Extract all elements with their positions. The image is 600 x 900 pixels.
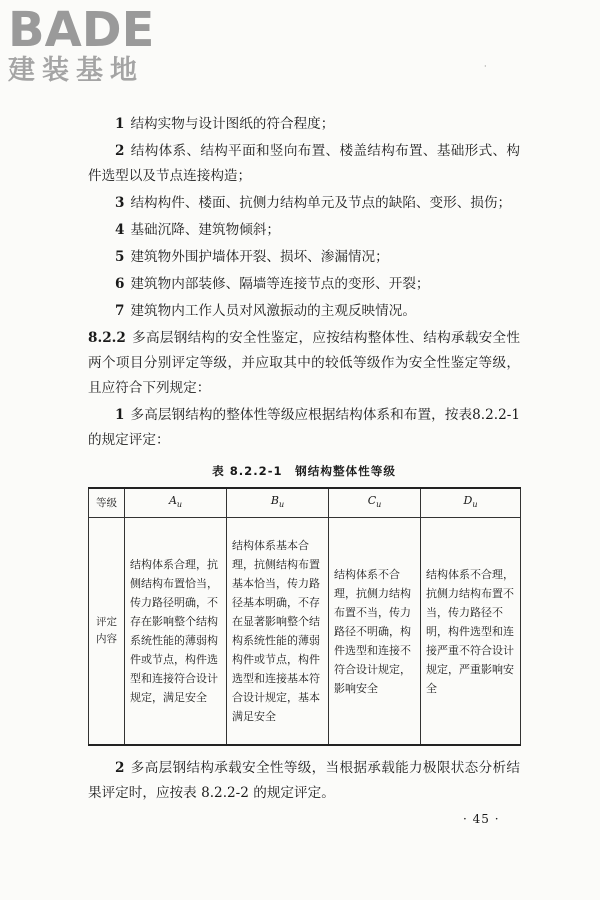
grade-table	[88, 487, 521, 746]
header-level-a	[125, 488, 227, 518]
level-letter: B	[270, 494, 279, 508]
table-header-row	[89, 488, 521, 518]
item-number: 1	[115, 407, 125, 423]
level-subscript: u	[278, 500, 285, 510]
level-letter: C	[367, 494, 377, 508]
item-text: 结构实物与设计图纸的符合程度；	[130, 116, 335, 132]
scan-dot: ·	[484, 62, 487, 71]
list-item	[88, 218, 520, 243]
items-top-list	[88, 112, 520, 324]
header-level-b	[227, 488, 329, 518]
list-item	[88, 112, 520, 137]
header-level-c	[329, 488, 421, 518]
item-text: 结构构件、楼面、抗侧力结构单元及节点的缺陷、变形、损伤；	[130, 195, 512, 211]
item-number: 3	[115, 195, 125, 211]
item-number: 4	[115, 222, 125, 238]
item-number: 2	[115, 143, 125, 159]
list-item	[88, 191, 520, 216]
item-number: 1	[115, 116, 125, 132]
logo-brand-text: BADE	[8, 2, 155, 58]
item-text: 多高层钢结构的整体性等级应根据结构体系和布置，按表8.2.2-1的规定评定：	[88, 407, 520, 448]
logo-subtitle: 建装基地	[8, 55, 144, 86]
level-subscript: u	[472, 500, 478, 510]
item-text: 建筑物内部装修、隔墙等连接节点的变形、开裂；	[130, 276, 430, 292]
list-item	[88, 139, 520, 189]
level-subscript: u	[176, 500, 183, 510]
table-title: 表 8.2.2-1 钢结构整体性等级	[212, 464, 396, 478]
item-number: 2	[115, 760, 125, 776]
item-number: 6	[115, 276, 125, 292]
page-number: · 45 ·	[463, 812, 500, 826]
section-number: 8.2.2	[88, 330, 126, 346]
item-text: 建筑物内工作人员对风激振动的主观反映情况。	[130, 303, 416, 319]
table-cell-a: 结构体系合理，抗侧结构布置恰当，传力路径明确，不存在影响整个结构系统性能的薄弱构件或节点，构件选型和连接符合设计规定，满足安全	[125, 518, 227, 746]
table-cell-d: 结构体系不合理，抗侧力结构布置不当，传力路径不明，构件选型和连接严重不符合设计规定，严重影响安全	[421, 518, 521, 746]
list-item	[88, 272, 520, 297]
level-letter: A	[168, 494, 177, 508]
list-item	[88, 299, 520, 324]
table-row	[89, 518, 521, 746]
brand-logo	[8, 2, 178, 86]
header-grade-label: 等级	[89, 488, 125, 518]
header-level-d	[421, 488, 521, 518]
item-text: 基础沉降、建筑物倾斜；	[130, 222, 280, 238]
row-label-evaluation: 评定内容	[89, 518, 125, 746]
level-letter: D	[463, 494, 473, 508]
item-1-paragraph	[88, 403, 520, 453]
item-number: 5	[115, 249, 125, 265]
list-item	[88, 245, 520, 270]
item-text: 建筑物外围护墙体开裂、损坏、渗漏情况；	[130, 249, 389, 265]
item-text: 多高层钢结构承载安全性等级，当根据承载能力极限状态分析结果评定时，应按表 8.2.2-2 的规定评定。	[88, 760, 520, 801]
item-number: 7	[115, 303, 125, 319]
level-subscript: u	[376, 500, 382, 510]
section-paragraph	[88, 326, 520, 401]
item-2-paragraph	[88, 756, 520, 806]
table-cell-b: 结构体系基本合理，抗侧结构布置基本恰当，传力路径基本明确，不存在显著影响整个结构系统性能的薄弱构件或节点，构件选型和连接基本符合设计规定，基本满足安全	[227, 518, 329, 746]
item-text: 结构体系、结构平面和竖向布置、楼盖结构布置、基础形式、构件选型以及节点连接构造；	[88, 143, 520, 184]
page-content	[88, 112, 520, 808]
section-text: 多高层钢结构的安全性鉴定，应按结构整体性、结构承载安全性两个项目分别评定等级，并应取其中的较低等级作为安全性鉴定等级，且应符合下列规定：	[88, 330, 520, 396]
table-cell-c: 结构体系不合理，抗侧力结构布置不当，传力路径不明确，构件选型和连接不符合设计规定，影响安全	[329, 518, 421, 746]
